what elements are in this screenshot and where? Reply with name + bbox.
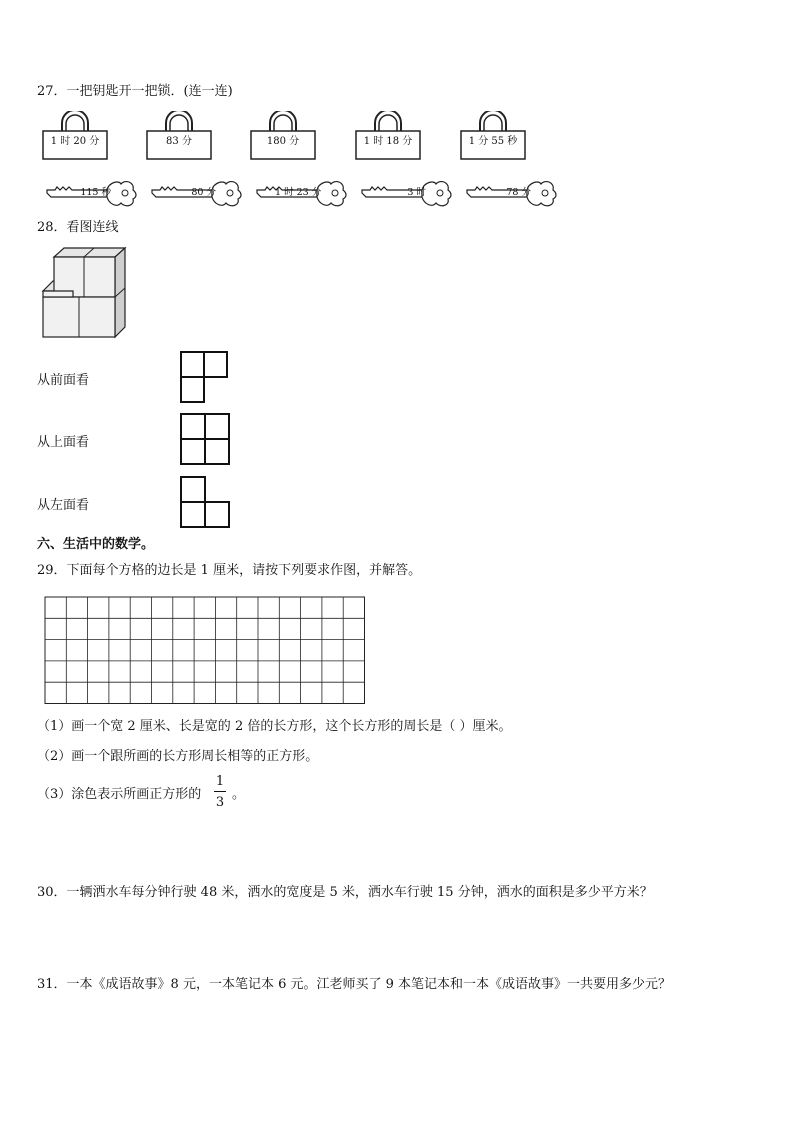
cube-stack-figure <box>38 247 132 343</box>
view-label-front: 从前面看 <box>37 373 90 388</box>
question-29-sub3 <box>37 786 201 804</box>
section-6-title: 六、生活中的数学。 <box>37 537 155 552</box>
view-label-left: 从左面看 <box>37 498 90 513</box>
lock-label: 1 分 55 秒 <box>468 136 518 147</box>
question-29-sub1: （1）画一个宽 2 厘米、长是宽的 2 倍的长方形，这个长方形的周长是（ ）厘米。 <box>37 719 512 734</box>
question-29-sub2: （2）画一个跟所画的长方形周长相等的正方形。 <box>37 749 319 764</box>
left-view-shape[interactable] <box>179 475 231 531</box>
key-5[interactable] <box>465 178 557 208</box>
fraction-denominator: 3 <box>215 795 225 810</box>
lock-5[interactable] <box>460 111 526 161</box>
lock-3[interactable] <box>250 111 316 161</box>
fraction-numerator: 1 <box>215 774 225 789</box>
lock-4[interactable] <box>355 111 421 161</box>
lock-2[interactable] <box>146 111 212 161</box>
key-label: 1 时 23 分 <box>275 187 322 198</box>
question-29-sub3-suffix: 。 <box>232 787 246 802</box>
lock-label: 1 时 18 分 <box>363 136 413 147</box>
question-31-text: 31．一本《成语故事》8 元，一本笔记本 6 元。江老师买了 9 本笔记本和一本《成语故事》一共要用多少元？ <box>37 977 672 992</box>
lock-1[interactable] <box>42 111 108 161</box>
key-2[interactable] <box>150 178 242 208</box>
question-29-sub3-prefix: （3）涂色表示所画正方形的 <box>37 787 202 802</box>
grid-border <box>45 597 365 704</box>
lock-label: 83 分 <box>166 136 192 147</box>
fraction-bar <box>214 791 226 792</box>
top-view-shape[interactable] <box>179 412 231 468</box>
front-view-shape[interactable] <box>179 350 229 406</box>
lock-label: 180 分 <box>266 136 300 147</box>
key-1[interactable] <box>45 178 137 208</box>
square-grid[interactable] <box>44 596 366 706</box>
key-3[interactable] <box>255 178 347 208</box>
question-29-text: 29．下面每个方格的边长是 1 厘米，请按下列要求作图，并解答。 <box>37 563 422 578</box>
question-28-text: 28．看图连线 <box>37 220 119 235</box>
key-label: 78 分 <box>506 187 531 198</box>
key-label: 80 分 <box>191 187 216 198</box>
lock-label: 1 时 20 分 <box>50 136 100 147</box>
question-27-text: 27．一把钥匙开一把锁．(连一连) <box>37 84 233 99</box>
key-label: 3 时 <box>407 187 426 198</box>
key-label: 115 秒 <box>80 187 111 198</box>
key-4[interactable] <box>360 178 452 208</box>
question-30-text: 30．一辆洒水车每分钟行驶 48 米，洒水的宽度是 5 米，洒水车行驶 15 分钟，洒水的面积是多少平方米？ <box>37 885 653 900</box>
view-label-top: 从上面看 <box>37 435 90 450</box>
